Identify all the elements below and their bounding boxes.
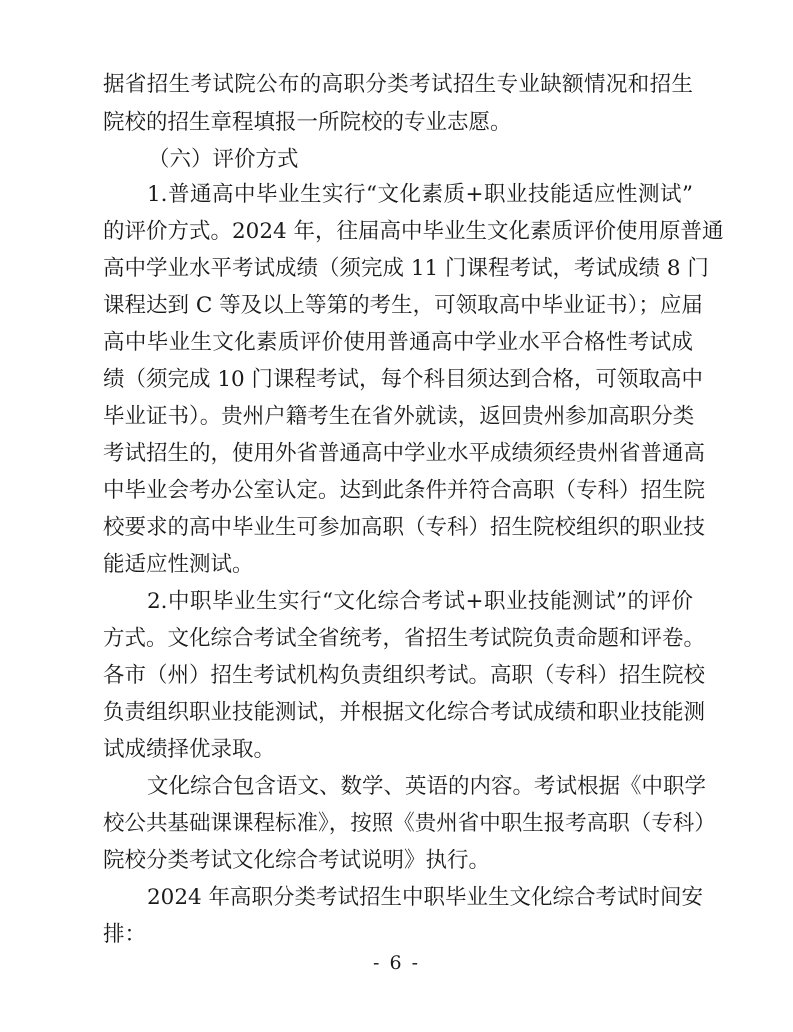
paragraph-1-line: 毕业证书）。贵州户籍考生在省外就读，返回贵州参加高职分类: [103, 404, 695, 429]
paragraph-1-line: 绩（须完成 10 门课程考试，每个科目须达到合格，可领取高中: [103, 367, 704, 392]
paragraph-3-line: 院校分类考试文化综合考试说明》执行。: [103, 848, 491, 873]
paragraph-1-line: 考试招生的，使用外省普通高中学业水平成绩须经贵州省普通高: [103, 441, 706, 466]
body-text-line: 据省招生考试院公布的高职分类考试招生专业缺额情况和招生: [103, 72, 693, 97]
section-heading: （六）评价方式: [148, 147, 299, 172]
paragraph-4-line: 排：: [103, 922, 147, 947]
paragraph-1-line: 中毕业会考办公室认定。达到此条件并符合高职（专科）招生院: [103, 478, 706, 503]
paragraph-4-line: 2024 年高职分类考试招生中职毕业生文化综合考试时间安: [147, 885, 704, 910]
paragraph-1-line: 的评价方式。2024 年，往届高中毕业生文化素质评价使用原普通: [103, 219, 724, 244]
paragraph-3-line: 文化综合包含语文、数学、英语的内容。考试根据《中职学: [147, 774, 707, 799]
page-number: - 6 -: [372, 952, 420, 974]
paragraph-1-line: 校要求的高中毕业生可参加高职（专科）招生院校组织的职业技: [103, 515, 706, 540]
body-text-line: 院校的招生章程填报一所院校的专业志愿。: [103, 110, 512, 135]
paragraph-1-line: 能适应性测试。: [103, 552, 254, 577]
paragraph-2-line: 2.中职毕业生实行“文化综合考试+职业技能测试”的评价: [147, 589, 693, 614]
paragraph-1-line: 1.普通高中毕业生实行“文化素质+职业技能适应性测试”: [147, 182, 693, 207]
paragraph-1-line: 高中学业水平考试成绩（须完成 11 门课程考试，考试成绩 8 门: [103, 256, 709, 281]
paragraph-2-line: 负责组织职业技能测试，并根据文化综合考试成绩和职业技能测: [103, 700, 706, 725]
paragraph-3-line: 校公共基础课课程标准》，按照《贵州省中职生报考高职（专科）: [103, 811, 716, 836]
paragraph-2-line: 试成绩择优录取。: [103, 737, 276, 762]
paragraph-2-line: 方式。文化综合考试全省统考，省招生考试院负责命题和评卷。: [103, 626, 706, 651]
paragraph-2-line: 各市（州）招生考试机构负责组织考试。高职（专科）招生院校: [103, 663, 706, 688]
paragraph-1-line: 课程达到 C 等及以上等第的考生，可领取高中毕业证书）；应届: [103, 293, 703, 318]
paragraph-1-line: 高中毕业生文化素质评价使用普通高中学业水平合格性考试成: [103, 330, 693, 355]
